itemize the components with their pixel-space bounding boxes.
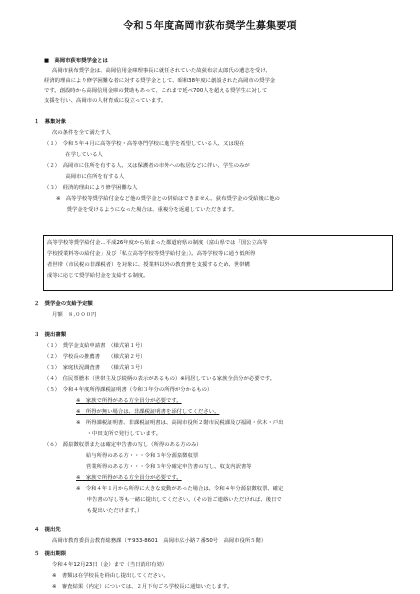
document-note: ※ 家族で所得がある方全員分が必要です。 (76, 475, 182, 481)
section-4-heading: ４ 提出先 (34, 527, 61, 533)
deadline-note: ※ 審査結果（内定）については、２月下旬ごろ学校長に通知いたします。 (52, 584, 233, 590)
section-1-item: 在学している人 (44, 152, 103, 158)
allowance-amount: 月額 ８,０００円 (52, 312, 97, 318)
document-note: 給与所得のある方・・・令和３年分源泉徴収票 (86, 453, 199, 459)
section-1-item: （１） 令和５年４月に高等学校・高等専門学校に進学を希望している人、又は現在 (44, 141, 245, 147)
definition-line: 者世帯（市民税の非課税者）を対象に、授業料以外の教育費を支援するため、世帯構 (47, 262, 250, 268)
document-item: （４） 住民票謄本（世帯主及び続柄の表示があるもの）※同居している家族全員分が必要です。 (44, 376, 276, 382)
section-1-note: 奨学金を受けるようになった場合は、重複分を返還していただきます。 (56, 207, 238, 213)
definition-line: 高等学校等奨学給付金…平成26年度から始まった都道府県の制度（富山県では「国公立高等 (47, 240, 268, 246)
document-item: （５） 令和４年度所得課税証明書（令和３年分の所得が分かるもの） (44, 387, 213, 393)
section-1-heading: １ 募集対象 (34, 119, 67, 125)
document-item: （２） 学校長の推薦書 （様式第２号） (44, 354, 146, 360)
section-5-heading: ５ 提出期限 (34, 551, 67, 557)
page-title: 令和５年度高岡市荻布奨学生募集要項 (123, 21, 297, 32)
section-1-item: （３） 経済的理由により修学困難な人 (44, 185, 138, 191)
definition-line: 成等に応じて奨学給付金を支給する制度。 (47, 273, 149, 279)
section-2-heading: ２ 奨学金の支給予定額 (34, 301, 93, 307)
document-note: 営業所得のある方・・・令和３年分確定申告書の写し、収支内訳書等 (86, 464, 252, 470)
section-1-item: 高岡市に住所を有する人 (44, 174, 125, 180)
document-item: （６） 源泉徴収票または確定申告書の写し（所得のある方のみ） (44, 442, 202, 448)
section-1-note: ※ 高等学校等奨学給付金など他の奨学金との併給はできません。荻布奨学金の受給後に他の (56, 196, 280, 202)
document-note: も提出いただけます。） (76, 508, 143, 514)
intro-line: 高岡市荻布奨学金は、高岡信用金庫理事長に就任されていた故荻布宗太郎氏の遺志を受け、 (52, 68, 271, 74)
intro-line: 経済的理由により修学困難な者に対する奨学金として、昭和38年度に創設された高岡市の奨学金 (44, 78, 276, 84)
document-note: 申告書の写し等も一緒に提出してください。（その旨ご連絡いただければ、後日で (76, 497, 282, 503)
document-note: ・中田支所で発行しています。 (76, 431, 162, 437)
section-1-lead: 次の条件を全て満たす人 (52, 130, 111, 136)
intro-line: です。創設時から高岡信用金庫の賛助もあって、これまで延べ700人を超える奨学生に対して (44, 88, 268, 94)
document-item: （１） 奨学金支給申請書 （様式第１号） (44, 343, 146, 349)
document-item: （３） 家庭状況調査書 （様式第３号） (44, 365, 146, 371)
document-note: ※ 所得課税証明書、非課税証明書は、高岡市役所２階市民税課及び福岡・伏木・戸出 (76, 420, 284, 426)
section-3-heading: ３ 提出書類 (34, 332, 67, 338)
document-note: ※ 令和４年１月から所得に大きな変動があった場合は、令和４年分源泉徴収票、確定 (76, 486, 284, 492)
submission-address: 高岡市教育委員会教育総務課（〒933-8601 高岡市広小路７番50号 高岡市役所５階） (52, 538, 267, 544)
intro-line: 支援を行い、高岡市の人材育成に役立っています。 (44, 98, 167, 104)
section-1-item: （２） 高岡市に住所を有する人、又は保護者の市外への転居などに伴い、学生のみが (44, 163, 250, 169)
intro-heading: ■ 高岡市荻布奨学金とは (44, 58, 108, 64)
deadline-note: ※ 書類は在学校長を経由し提出してください。 (52, 573, 169, 579)
definition-line: 学校授業料等の給付金」及び「私立高等学校等奨学給付金」）。高等学校等に通う低所得 (47, 251, 256, 257)
document-note: ※ 所得が無い場合は、非課税証明書を添付してください。 (76, 409, 220, 415)
document-note: ※ 家族で所得がある方全員分が必要です。 (76, 398, 182, 404)
deadline: 令和４年12月23日（金）まで（当日消印有効） (52, 562, 168, 568)
